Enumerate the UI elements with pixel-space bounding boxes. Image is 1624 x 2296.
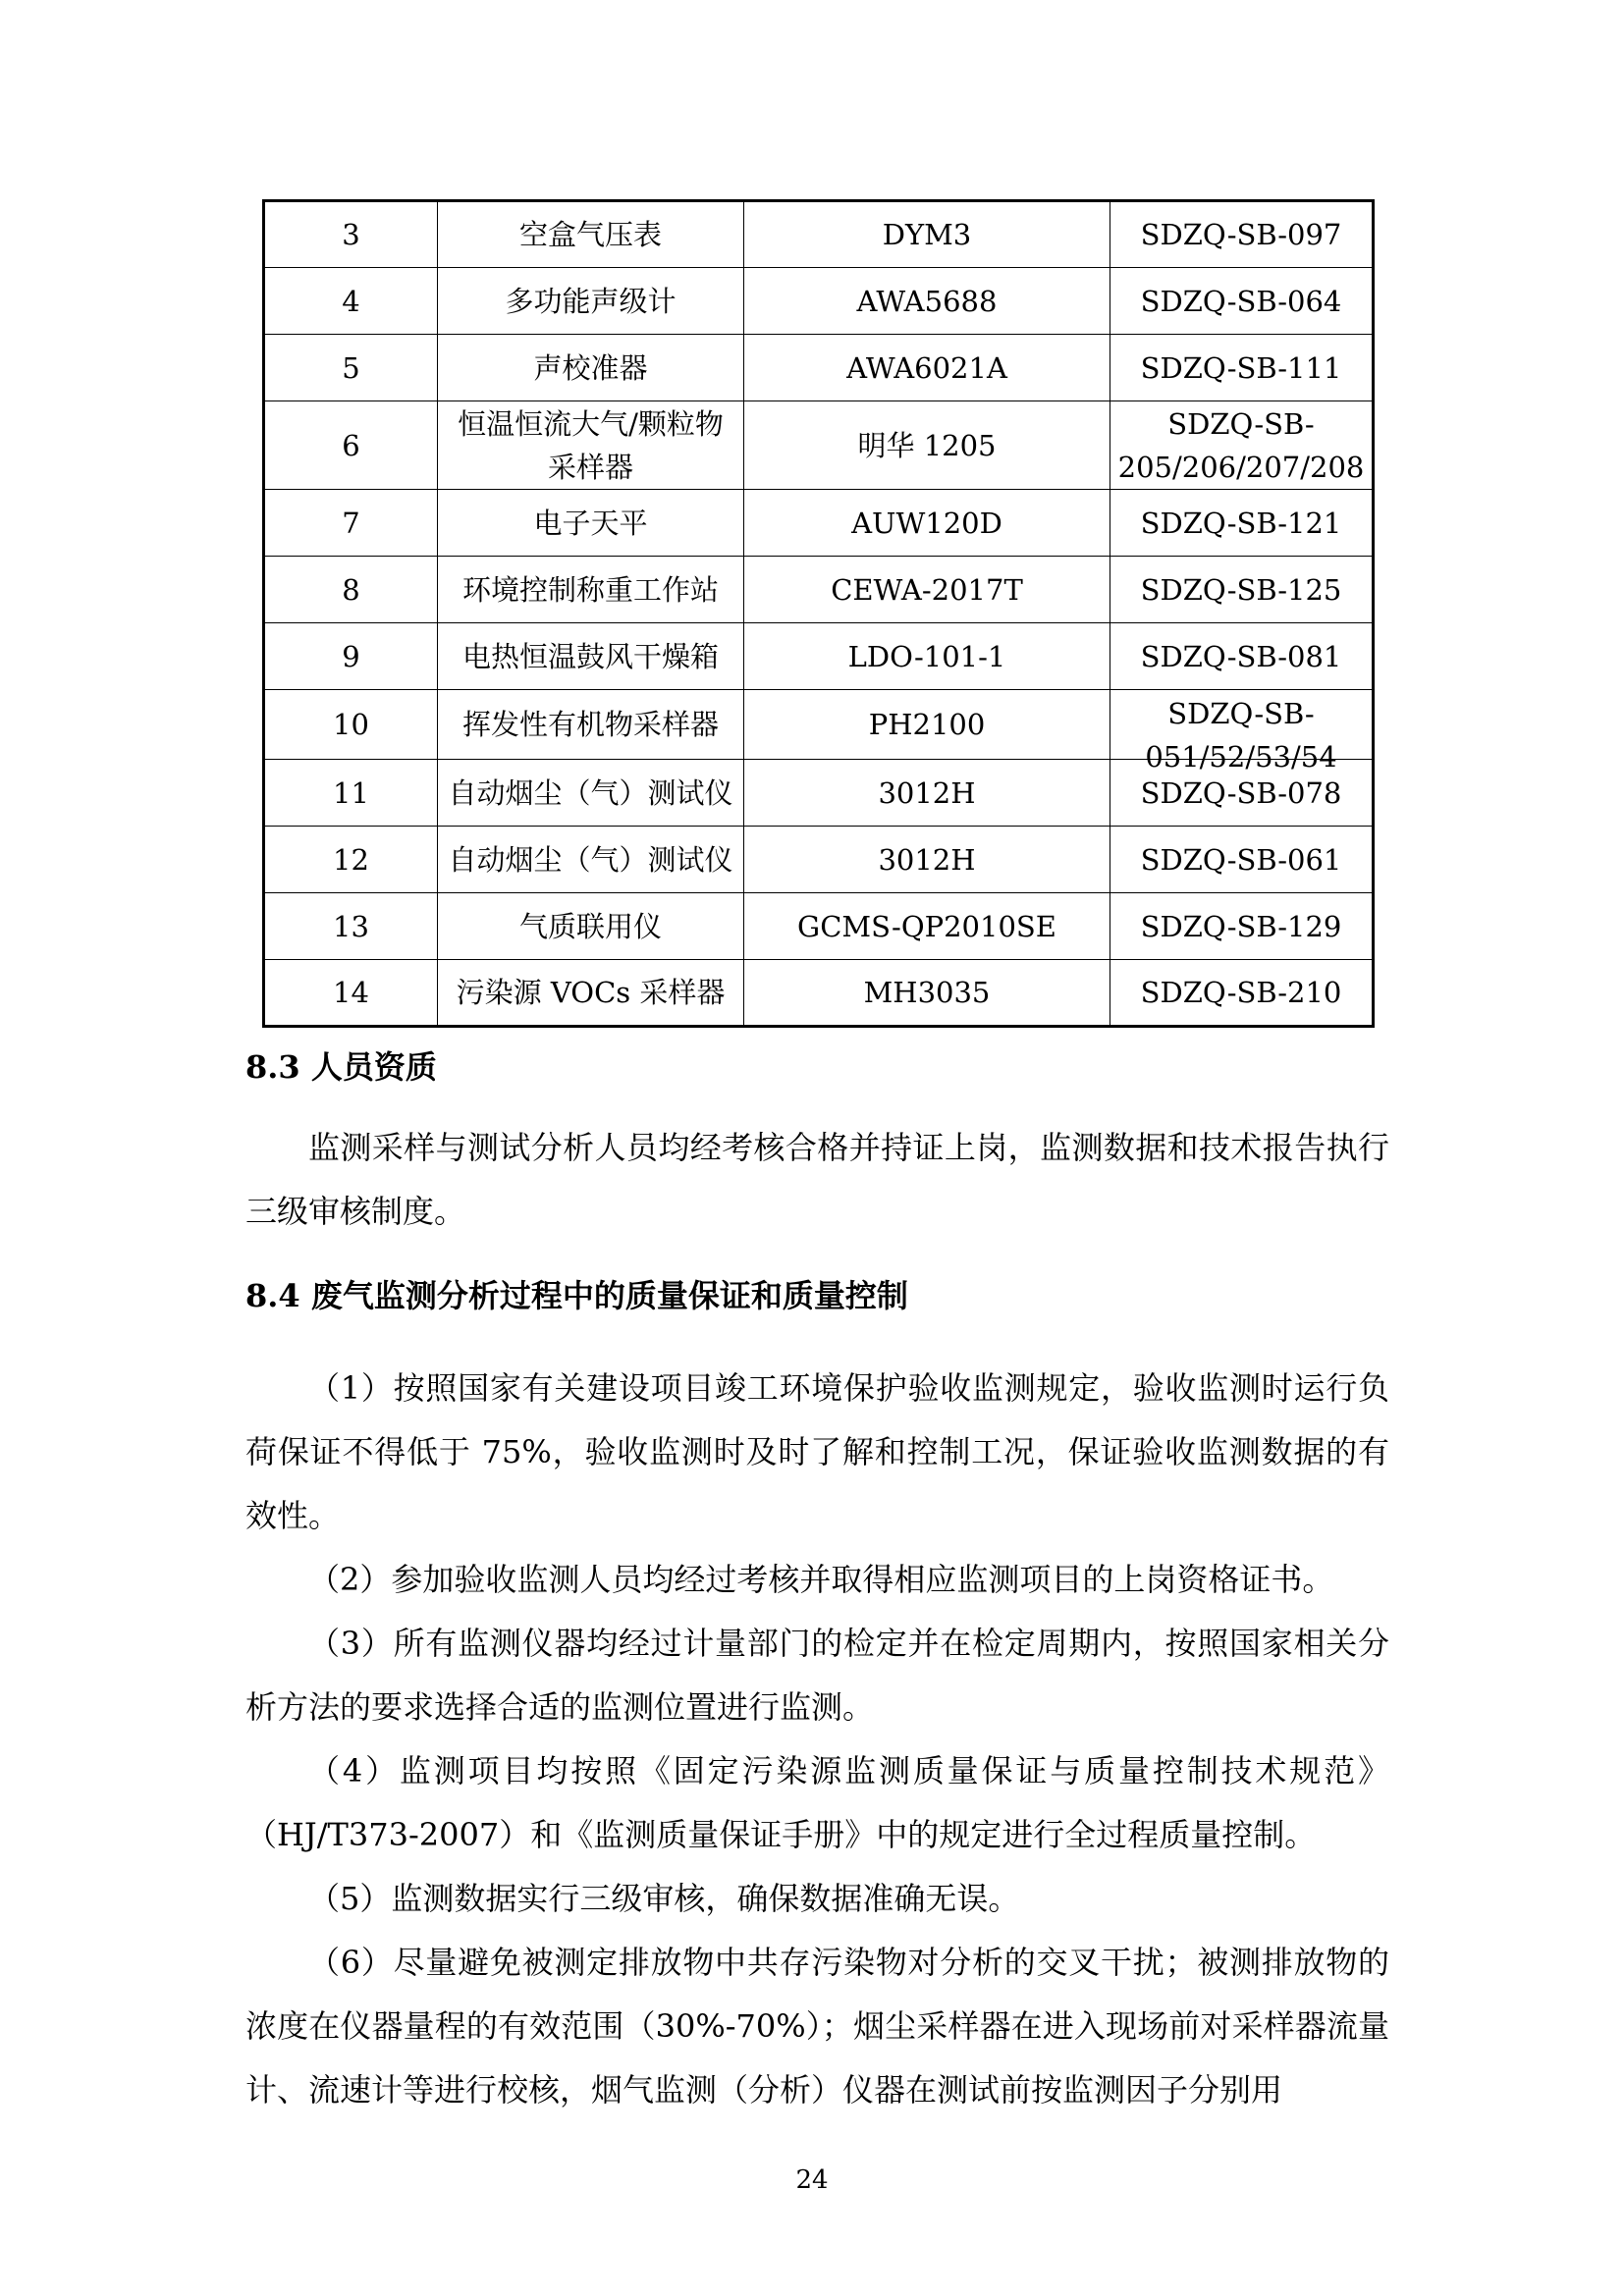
cell-no: 10 [264, 690, 438, 760]
cell-model: 3012H [744, 827, 1110, 893]
paragraph-8-4-item-5: （5）监测数据实行三级审核，确保数据准确无误。 [308, 1880, 1020, 1917]
table-row [264, 690, 1374, 760]
cell-code: SDZQ-SB-121 [1110, 490, 1374, 557]
paragraph-8-4-item-1: （1）按照国家有关建设项目竣工环境保护验收监测规定，验收监测时运行负荷保证不得低于 75%，验收监测时及时了解和控制工况，保证验收监测数据的有效性。 [245, 1369, 1389, 1534]
cell-no: 14 [264, 960, 438, 1027]
cell-model: LDO-101-1 [744, 623, 1110, 690]
cell-code: SDZQ-SB-210 [1110, 960, 1374, 1027]
cell-no: 12 [264, 827, 438, 893]
paragraph-8-3: 监测采样与测试分析人员均经考核合格并持证上岗，监测数据和技术报告执行三级审核制度。 [245, 1129, 1389, 1230]
cell-code: SDZQ-SB-125 [1110, 557, 1374, 623]
page-number: 24 [795, 2165, 829, 2195]
paragraph-8-4-item-4: （4）监测项目均按照《固定污染源监测质量保证与质量控制技术规范》（HJ/T373-2007）和《监测质量保证手册》中的规定进行全过程质量控制。 [245, 1752, 1389, 1853]
cell-name: 恒温恒流大气/颗粒物采样器 [438, 401, 744, 490]
cell-no: 7 [264, 490, 438, 557]
paragraph-8-4-item-6: （6）尽量避免被测定排放物中共存污染物对分析的交叉干扰；被测排放物的浓度在仪器量程的有效范围（30%-70%）；烟尘采样器在进入现场前对采样器流量计、流速计等进行校核，烟气监测（分析）仪器在测试前按监测因子分别用 [245, 1944, 1389, 2109]
cell-code: SDZQ-SB-061 [1110, 827, 1374, 893]
section-heading-8-4: 8.4 废气监测分析过程中的质量保证和质量控制 [245, 1277, 908, 1314]
cell-no: 13 [264, 893, 438, 960]
cell-no: 4 [264, 268, 438, 335]
table-row [264, 893, 1374, 960]
table-row [264, 268, 1374, 335]
cell-no: 5 [264, 335, 438, 401]
cell-code: SDZQ-SB-129 [1110, 893, 1374, 960]
cell-name: 电热恒温鼓风干燥箱 [438, 623, 744, 690]
table-row [264, 201, 1374, 268]
cell-name: 污染源 VOCs 采样器 [438, 960, 744, 1027]
cell-code: SDZQ-SB-205/206/207/208 [1110, 401, 1374, 490]
paragraph-8-4-item-2: （2）参加验收监测人员均经过考核并取得相应监测项目的上岗资格证书。 [308, 1561, 1334, 1598]
cell-model: GCMS-QP2010SE [744, 893, 1110, 960]
cell-code: SDZQ-SB-064 [1110, 268, 1374, 335]
cell-name: 电子天平 [438, 490, 744, 557]
table-row [264, 960, 1374, 1027]
cell-no: 9 [264, 623, 438, 690]
equipment-table [262, 199, 1375, 1028]
cell-model: AUW120D [744, 490, 1110, 557]
table-row [264, 557, 1374, 623]
cell-name: 空盒气压表 [438, 201, 744, 268]
cell-name: 挥发性有机物采样器 [438, 690, 744, 760]
cell-code: SDZQ-SB-081 [1110, 623, 1374, 690]
cell-no: 11 [264, 760, 438, 827]
cell-code: SDZQ-SB-097 [1110, 201, 1374, 268]
cell-model: AWA5688 [744, 268, 1110, 335]
cell-code: SDZQ-SB-051/52/53/54 [1145, 697, 1337, 774]
cell-name: 多功能声级计 [438, 268, 744, 335]
cell-model: 3012H [744, 760, 1110, 827]
table-row [264, 623, 1374, 690]
cell-code: SDZQ-SB-111 [1110, 335, 1374, 401]
cell-no: 3 [264, 201, 438, 268]
cell-code-clipped [1110, 690, 1374, 774]
section-heading-8-3: 8.3 人员资质 [245, 1048, 437, 1086]
cell-model: 明华 1205 [744, 401, 1110, 490]
cell-no: 8 [264, 557, 438, 623]
cell-no: 6 [264, 401, 438, 490]
table-row [264, 490, 1374, 557]
cell-code: SDZQ-SB-078 [1110, 760, 1374, 827]
cell-name: 环境控制称重工作站 [438, 557, 744, 623]
cell-model: MH3035 [744, 960, 1110, 1027]
table-row [264, 401, 1374, 490]
table-row [264, 827, 1374, 893]
cell-model: PH2100 [744, 690, 1110, 760]
cell-name: 自动烟尘（气）测试仪 [438, 827, 744, 893]
paragraph-8-4-item-3: （3）所有监测仪器均经过计量部门的检定并在检定周期内，按照国家相关分析方法的要求选择合适的监测位置进行监测。 [245, 1625, 1389, 1726]
cell-name: 自动烟尘（气）测试仪 [438, 760, 744, 827]
cell-model: DYM3 [744, 201, 1110, 268]
cell-model: AWA6021A [744, 335, 1110, 401]
cell-name: 气质联用仪 [438, 893, 744, 960]
table-row [264, 335, 1374, 401]
cell-name: 声校准器 [438, 335, 744, 401]
cell-model: CEWA-2017T [744, 557, 1110, 623]
